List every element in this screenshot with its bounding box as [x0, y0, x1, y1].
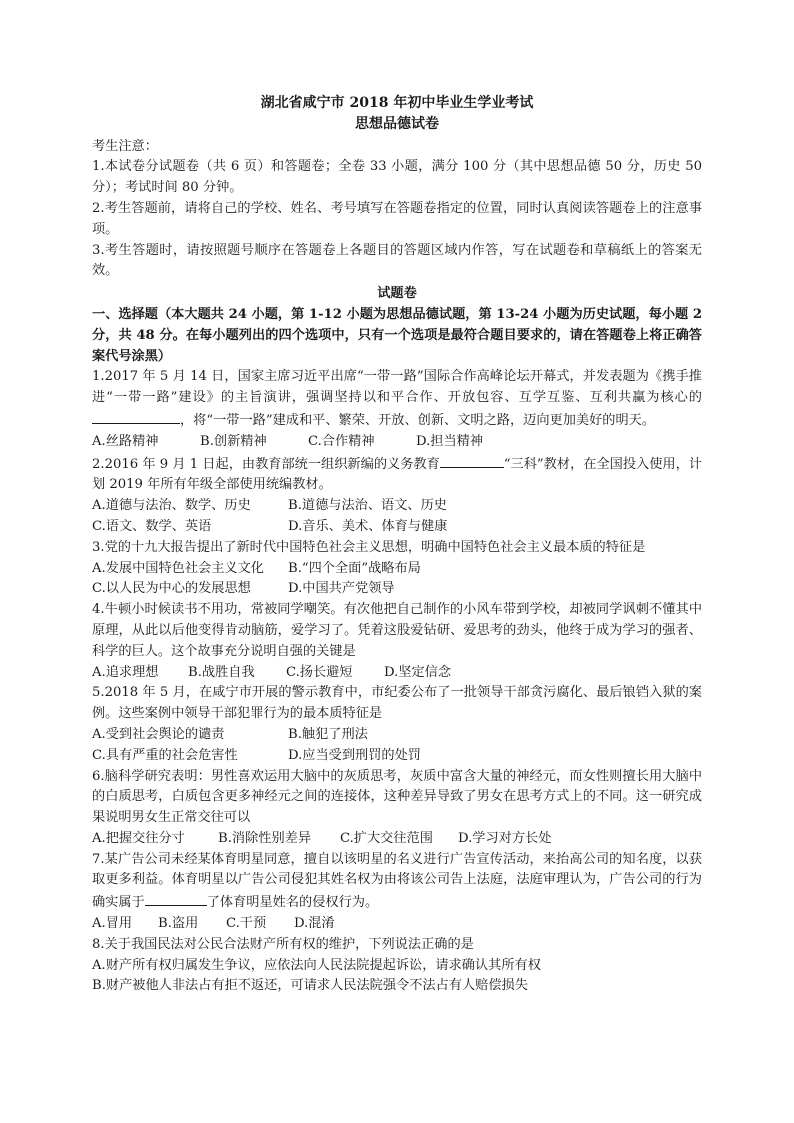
- option-c: C.扩大交往范围: [340, 830, 433, 846]
- notice-heading: 考生注意：: [92, 138, 158, 154]
- option-c: C.合作精神: [308, 433, 375, 449]
- option-d: D.坚定信念: [384, 664, 452, 680]
- option-d: D.应当受到刑罚的处罚: [288, 747, 421, 763]
- question-5-options-row-1: [92, 725, 702, 746]
- notice-item: 3.考生答题时，请按照题号顺序在答题卷上各题目的答题区域内作答，写在试题卷和草稿纸上的答案无效。: [92, 242, 702, 279]
- question-6-stem: 6.脑科学研究表明：男性喜欢运用大脑中的灰质思考，灰质中富含大量的神经元，而女性则擅长用大脑中的白质思考，白质包含更多神经元之间的连接体，这种差异导致了男女在思考方式上的不同。这一研究成果说明男女生正常交往可以: [92, 768, 702, 826]
- option-d: D.混淆: [294, 916, 335, 932]
- answer-blank: [145, 891, 207, 906]
- option-a: A.冒用: [92, 916, 133, 932]
- option-b: B.道德与法治、语文、历史: [288, 498, 447, 514]
- question-2-stem: 2.2016 年 9 月 1 日起，由教育部统一组织新编的义务教育 “三科”教材，在全国投入使用，计划 2019 年所有年级全部使用统编教材。: [92, 453, 702, 497]
- question-8-stem: 8.关于我国民法对公民合法财产所有权的维护，下列说法正确的是: [92, 936, 474, 952]
- question-3-options-row-2: [92, 579, 702, 600]
- option-a: A.受到社会舆论的谴责: [92, 726, 225, 742]
- notice-item: 2.考生答题前，请将自己的学校、姓名、考号填写在答题卷指定的位置，同时认真阅读答题卷上的注意事项。: [92, 200, 702, 237]
- option-a: A.财产所有权归属发生争议，应依法向人民法院提起诉讼，请求确认其所有权: [92, 957, 541, 973]
- question-5-options-row-2: [92, 746, 702, 767]
- question-6-options: [92, 829, 702, 850]
- option-d: D.担当精神: [416, 433, 484, 449]
- option-d: D.学习对方长处: [458, 830, 552, 846]
- answer-blank: [92, 409, 180, 424]
- exam-document: [92, 93, 702, 997]
- option-d: D.音乐、美术、体育与健康: [288, 518, 448, 534]
- option-b: B.消除性别差异: [218, 830, 312, 846]
- exam-title: 湖北省咸宁市 2018 年初中毕业生学业考试: [260, 95, 534, 111]
- option-c: C.语文、数学、英语: [92, 518, 212, 534]
- option-c: C.扬长避短: [286, 664, 353, 680]
- question-5-stem: 5.2018 年 5 月，在咸宁市开展的警示教育中，市纪委公布了一批领导干部贪污腐化、最后锒铛入狱的案例。这些案例中领导干部犯罪行为的最本质特征是: [92, 685, 702, 722]
- option-c: C.具有严重的社会危害性: [92, 747, 238, 763]
- question-7-stem: 7.某广告公司未经某体育明星同意，擅自以该明星的名义进行广告宣传活动，来抬高公司的知名度，以获取更多利益。体育明星以广告公司侵犯其姓名权为由将该公司告上法庭，法庭审理认为，广告公司的行为确实属于 了体育明星姓名的侵权行为。: [92, 851, 702, 911]
- option-c: C.以人民为中心的发展思想: [92, 581, 251, 597]
- answer-blank: [440, 453, 504, 468]
- notice-item: 1.本试卷分试题卷（共 6 页）和答题卷；全卷 33 小题，满分 100 分（其中思想品德 50 分，历史 50 分）；考试时间 80 分钟。: [92, 159, 702, 196]
- question-4-options: [92, 663, 702, 684]
- option-a: A.把握交往分寸: [92, 830, 185, 846]
- option-a: A.追求理想: [92, 664, 159, 680]
- paper-heading: 试题卷: [377, 286, 417, 302]
- option-d: D.中国共产党领导: [288, 581, 395, 597]
- option-b: B.创新精神: [200, 433, 267, 449]
- section-title: 一、选择题（本大题共 24 小题，第 1-12 小题为思想品德试题，第 13-24 小题为历史试题，每小题 2 分，共 48 分。在每小题列出的四个选项中，只有一个选项是最符合题目要求的，请在答题卷上将正确答案代号涂黑）: [92, 306, 702, 364]
- exam-subtitle: 思想品德试卷: [355, 115, 439, 132]
- option-a: A.丝路精神: [92, 433, 159, 449]
- question-3-options-row-1: [92, 559, 702, 580]
- question-1-options: [92, 432, 702, 453]
- option-b: B.战胜自我: [188, 664, 255, 680]
- question-3-stem: 3.党的十九大报告提出了新时代中国特色社会主义思想，明确中国特色社会主义最本质的特征是: [92, 539, 646, 555]
- option-a: A.道德与法治、数学、历史: [92, 498, 251, 514]
- question-2-options-row-2: [92, 517, 702, 538]
- question-2-options-row-1: [92, 496, 702, 517]
- question-4-stem: 4.牛顿小时候读书不用功，常被同学嘲笑。有次他把自己制作的小风车带到学校，却被同学讽刺不懂其中原理，从此以后他变得肯动脑筋，爱学习了。凭着这股爱钻研、爱思考的劲头，他终于成为学习的强者、科学的巨人。这个故事充分说明自强的关键是: [92, 602, 702, 659]
- option-b: B.盗用: [158, 916, 199, 932]
- option-c: C.干预: [226, 916, 267, 932]
- question-7-options: [92, 914, 702, 935]
- option-b: B.“四个全面”战略布局: [288, 560, 421, 576]
- option-b: B.触犯了刑法: [288, 726, 368, 742]
- question-1-stem: 1.2017 年 5 月 14 日，国家主席习近平出席“一带一路”国际合作高峰论坛开幕式，并发表题为《携手推进“一带一路”建设》的主旨演讲，强调坚持以和平合作、开放包容、互学互鉴、互利共赢为核心的，将“一带一路”建成和平、繁荣、开放、创新、文明之路，迈向更加美好的明天。: [92, 369, 702, 428]
- option-a: A.发展中国特色社会主义文化: [92, 560, 264, 576]
- option-b: B.财产被他人非法占有拒不返还，可请求人民法院强令不法占有人赔偿损失: [92, 978, 528, 994]
